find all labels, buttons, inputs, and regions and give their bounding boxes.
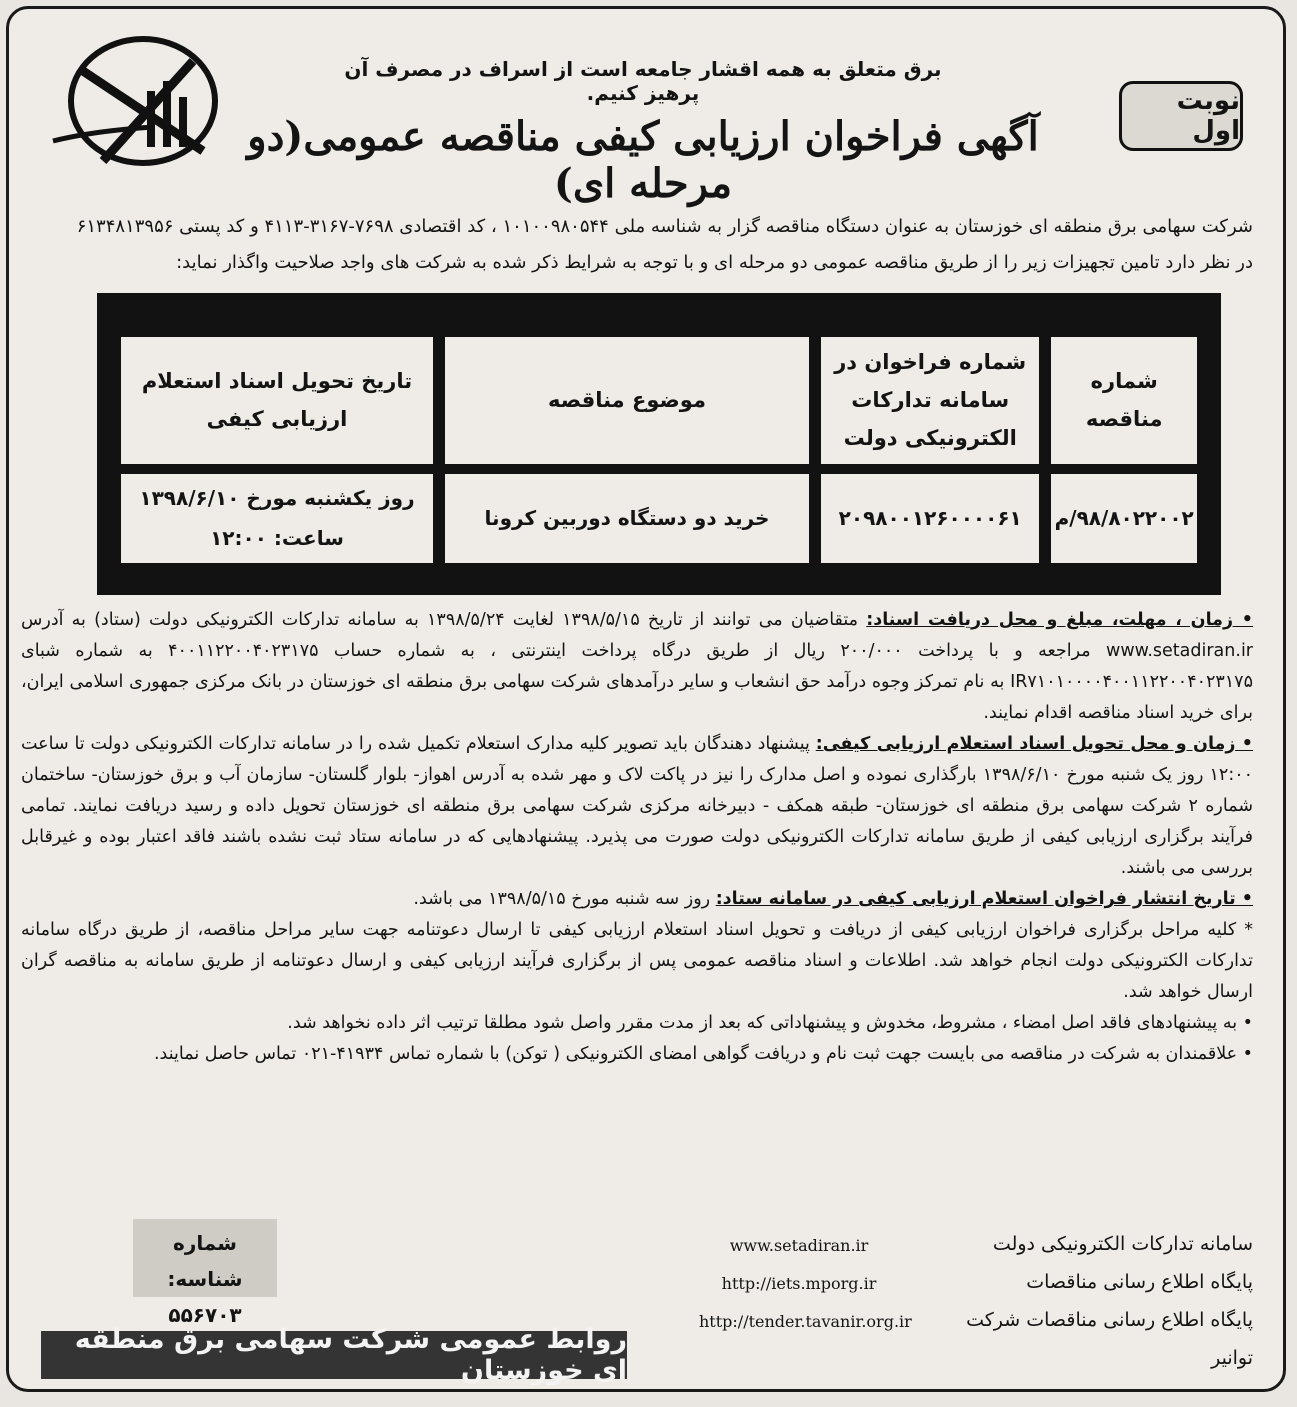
cell-delivery-date [121,474,433,563]
table-header-row [121,337,1197,464]
condition-process: * کلیه مراحل برگزاری فراخوان ارزیابی کیفی از دریافت و تحویل اسناد استعلام ارزیابی کیفی تا ارسال دعوتنامه جهت سایر مراحل مناقصه، از طریق درگاه سامانه تدارکات الکترونیکی دولت انجام خواهد شد. اطلاعات و اسناد مناقصه عمومی پس از برگزاری فرآیند ارزیابی کیفی و ارسال دعوتنامه از طریق سامانه به مناقصه گران ارسال خواهد شد. [21,920,1253,1002]
table-row [121,474,1197,563]
id-label: شماره شناسه: [167,1231,243,1291]
footer-banner: روابط عمومی شرکت سهامی برق منطقه ای خوزستان [41,1331,627,1379]
tender-table [97,293,1221,595]
condition-publish-date [21,884,1253,915]
cell-subject: خرید دو دستگاه دوربین کرونا [445,474,809,563]
site-name-tavanir: پایگاه اطلاع رسانی مناقصات شرکت توانیر [966,1309,1253,1369]
notice-frame [6,6,1286,1392]
header-delivery-date: تاریخ تحویل اسناد استعلام ارزیابی کیفی [121,337,433,464]
condition-text: متقاضیان می توانند از تاریخ ۱۳۹۸/۵/۱۵ لغایت ۱۳۹۸/۵/۲۴ به سامانه تدارکات الکترونیکی دولت (ستاد) به آدرس www.setadiran.ir مراجعه و با پرداخت ۲۰۰/۰۰۰ ریال از طریق درگاه پرداخت اینترنتی ، به شماره حساب ۴۰۰۱۱۲۲۰۰۴۰۲۳۱۷۵ به شماره شبای IR۷۱۰۱۰۰۰۰۴۰۰۱۱۲۲۰۰۴۰۲۳۱۷۵ به نام تمرکز وجوه درآمد حق انشعاب و سایر درآمدهای شرکت سهامی برق منطقه ای خوزستان در بانک مرکزی جمهوری اسلامی ایران، برای خرید اسناد مناقصه اقدام نمایند. [21,610,1253,723]
header-call-no: شماره فراخوان در سامانه تدارکات الکترونیکی دولت [821,337,1039,464]
condition-label: • تاریخ انتشار فراخوان استعلام ارزیابی کیفی در سامانه ستاد: [715,889,1253,909]
delivery-time: ساعت: ۱۲:۰۰ [210,526,344,551]
site-name-setad: سامانه تدارکات الکترونیکی دولت [992,1233,1253,1255]
intro-line-2: در نظر دارد تامین تجهیزات زیر را از طریق مناقصه عمومی دو مرحله ای و با توجه به شرایط ذکر شده به شرکت های واجد صلاحیت واگذار نماید: [176,252,1253,273]
intro-text [23,209,1253,281]
header-tender-no: شماره مناقصه [1051,337,1197,464]
condition-label: • زمان ، مهلت، مبلغ و محل دریافت اسناد: [866,610,1253,630]
condition-documents [21,605,1253,729]
condition-label: • زمان و محل تحویل اسناد استعلام ارزیابی کیفی: [815,734,1253,754]
conditions [21,605,1253,1070]
condition-text: روز سه شنبه مورخ ۱۳۹۸/۵/۱۵ می باشد. [413,889,716,909]
condition-delivery [21,729,1253,884]
condition-token: • علاقمندان به شرکت در مناقصه می بایست جهت ثبت نام و دریافت گواهی امضای الکترونیکی ( توکن) با شماره تماس ۴۱۹۳۴-۰۲۱ تماس حاصل نمایند. [153,1044,1253,1064]
id-value: ۵۵۶۷۰۳ [168,1303,242,1327]
site-names [923,1225,1253,1377]
cell-tender-no: ۹۸/۸۰۲۲۰۰۲/م [1051,474,1197,563]
header-subject: موضوع مناقصه [445,337,809,464]
page-title: آگهی فراخوان ارزیابی کیفی مناقصه عمومی(دو مرحله ای) [247,113,1039,207]
delivery-date: روز یکشنبه مورخ ۱۳۹۸/۶/۱۰ [139,486,415,511]
condition-text: پیشنهاد دهندگان باید تصویر کلیه مدارک استعلام تکمیل شده را در سامانه تدارکات الکترونیکی دولت تا ساعت ۱۲:۰۰ روز یک شنبه مورخ ۱۳۹۸/۶/۱۰ بارگذاری نموده و اصل مدارک را نیز در پاکت لاک و مهر شده به آدرس اهواز- بلوار گلستان- سازمان آب و برق خوزستان- ساختمان شماره ۲ شرکت سهامی برق منطقه ای خوزستان- طبقه همکف - دبیرخانه مرکزی شرکت سهامی برق منطقه ای خوزستان تحویل داده و رسید دریافت نمایند. تمامی فرآیند برگزاری ارزیابی کیفی از طریق سامانه تدارکات الکترونیکی دولت صورت می پذیرد. پیشنهادهایی که در سامانه ستاد ثبت نشده باشند فاقد اعتبار بوده و غیرقابل بررسی می باشند. [21,734,1254,878]
round-badge: نوبت اول [1119,81,1243,151]
id-box [133,1219,277,1327]
utility-tower-logo-icon [43,31,223,181]
cell-call-no: ۲۰۹۸۰۰۱۲۶۰۰۰۰۶۱ [821,474,1039,563]
url-setad[interactable]: www.setadiran.ir [729,1236,869,1255]
slogan: برق متعلق به همه اقشار جامعه است از اسراف در مصرف آن پرهیز کنیم. [344,57,942,105]
intro-line-1: شرکت سهامی برق منطقه ای خوزستان به عنوان دستگاه مناقصه گزار به شناسه ملی ۱۰۱۰۰۹۸۰۵۴۴ ، کد اقتصادی ۷۶۹۸-۳۱۶۷-۴۱۱۳ و کد پستی ۶۱۳۴۸۱۳۹۵۶ [76,216,1253,237]
url-tavanir[interactable]: http://tender.tavanir.org.ir [699,1312,912,1331]
condition-invalid-bids: • به پیشنهادهای فاقد اصل امضاء ، مشروط، مخدوش و پیشنهاداتی که بعد از مدت مقرر واصل شود مطلقا ترتیب اثر داده نخواهد شد. [287,1013,1253,1033]
site-name-iets: پایگاه اطلاع رسانی مناقصات [1026,1271,1253,1293]
url-iets[interactable]: http://iets.mporg.ir [721,1274,877,1293]
site-urls [699,1227,912,1341]
